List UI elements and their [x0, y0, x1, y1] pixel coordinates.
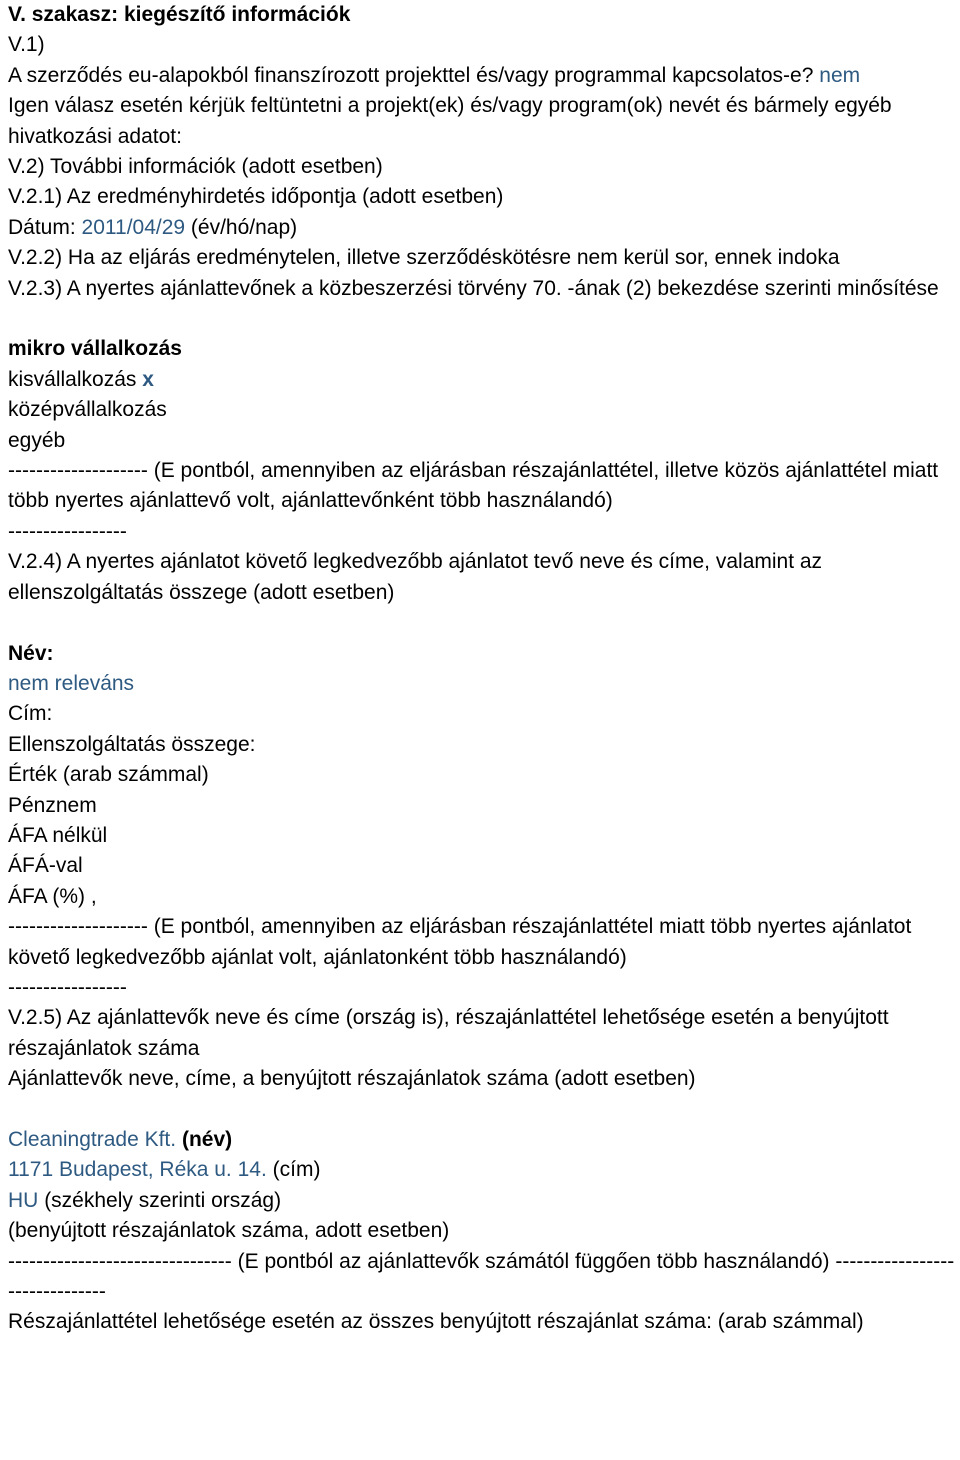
v1-question-row: [8, 61, 956, 91]
v24-name-label: Név:: [8, 641, 54, 665]
v21-date-value: 2011/04/29: [81, 215, 186, 239]
v24-address-label: Cím:: [8, 702, 53, 726]
v22-heading: V.2.2) Ha az eljárás eredménytelen, illetve szerződéskötésre nem kerül sor, ennek indoka: [8, 246, 840, 270]
v24-separator: -----------------: [8, 975, 127, 999]
v21-date-format: (év/hó/nap): [190, 215, 298, 239]
spacer: [8, 304, 956, 334]
v1-if-yes: Igen válasz esetén kérjük feltüntetni a projekt(ek) és/vagy program(ok) nevét és bármely egyéb hivatkozási adatot:: [8, 94, 892, 148]
bidder-name: Cleaningtrade Kft.: [8, 1127, 177, 1151]
bidder-name-row: [8, 1125, 956, 1155]
v23-option-small: kisvállalkozás: [8, 367, 137, 391]
v24-consideration-label: Ellenszolgáltatás összege:: [8, 732, 256, 756]
v25-total-label: Részajánlattétel lehetősége esetén az összes benyújtott részajánlat száma: (arab számmal): [8, 1310, 864, 1334]
v21-date-label: Dátum:: [8, 215, 76, 239]
bidder-parts-label: (benyújtott részajánlatok száma, adott esetben): [8, 1219, 450, 1243]
v23-option-small-row: [8, 365, 956, 395]
section-title: V. szakasz: kiegészítő információk: [8, 3, 351, 26]
v23-separator: -----------------: [8, 519, 127, 543]
v25-note: -------------------------------- (E pontból az ajánlattevők számától függően több használandó) -------------------------------: [8, 1249, 955, 1304]
v25-heading: V.2.5) Az ajánlattevők neve és címe (ország is), részajánlattétel lehetősége esetén a benyújtott részajánlatok száma: [8, 1006, 889, 1060]
v24-without-vat: ÁFA nélkül: [8, 823, 108, 847]
v1-question: A szerződés eu-alapokból finanszírozott projekttel és/vagy programmal kapcsolatos-e?: [8, 63, 814, 87]
bidder-address: 1171 Budapest, Réka u. 14.: [8, 1158, 267, 1182]
v24-note: -------------------- (E pontból, amennyiben az eljárásban részajánlattétel miatt több nyertes ajánlatot követő legkedvezőbb ajánlat volt, ajánlatonként több használandó): [8, 915, 912, 969]
v24-currency-label: Pénznem: [8, 793, 97, 817]
v23-option-other: egyéb: [8, 428, 66, 452]
bidder-address-label: (cím): [272, 1158, 321, 1182]
v23-option-micro: mikro vállalkozás: [8, 337, 182, 361]
v24-name-value: nem releváns: [8, 671, 135, 695]
v24-with-vat: ÁFÁ-val: [8, 854, 83, 878]
v25-sub: Ajánlattevők neve, címe, a benyújtott részajánlatok száma (adott esetben): [8, 1067, 696, 1091]
bidder-country: HU: [8, 1188, 39, 1212]
bidder-address-row: [8, 1155, 956, 1185]
spacer: [8, 1095, 956, 1125]
v2-heading: V.2) További információk (adott esetben): [8, 155, 383, 179]
v24-value-label: Érték (arab számmal): [8, 763, 209, 787]
v1-answer: nem: [819, 63, 861, 87]
v21-heading: V.2.1) Az eredményhirdetés időpontja (adott esetben): [8, 185, 504, 209]
spacer: [8, 608, 956, 638]
v1-id: V.1): [8, 33, 45, 57]
v24-heading: V.2.4) A nyertes ajánlatot követő legkedvezőbb ajánlatot tevő neve és címe, valamint az ellenszolgáltatás összege (adott esetben): [8, 550, 823, 604]
v21-date-row: [8, 213, 956, 243]
v23-option-medium: középvállalkozás: [8, 398, 167, 422]
bidder-country-label: (székhely szerinti ország): [44, 1188, 282, 1212]
bidder-name-label: (név): [181, 1127, 233, 1151]
v24-vat-pct: ÁFA (%) ,: [8, 884, 97, 908]
v23-note: -------------------- (E pontból, amennyiben az eljárásban részajánlattétel, illetve közös ajánlattétel miatt több nyertes ajánlattevő volt, ajánlattevőnként több használandó): [8, 459, 939, 513]
v23-heading: V.2.3) A nyertes ajánlattevőnek a közbeszerzési törvény 70. -ának (2) bekezdése szerinti minősítése: [8, 276, 939, 300]
bidder-country-row: [8, 1186, 956, 1216]
v23-option-small-mark: x: [142, 367, 154, 391]
